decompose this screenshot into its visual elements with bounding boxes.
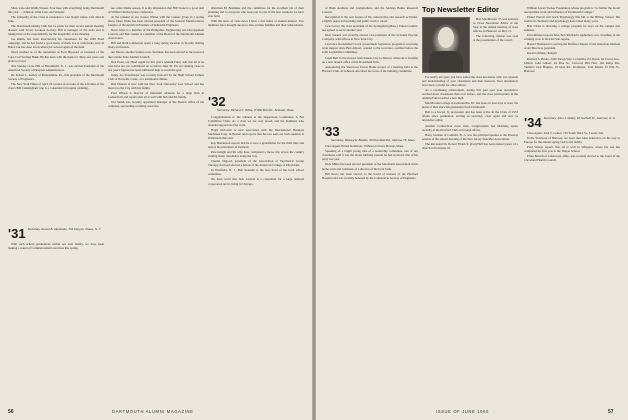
paragraph: Parker Parrell will teach Psychology this fall at the Hilltop School. His studies in chemistry and psychology have taken many years. [524, 15, 620, 24]
paragraph: With such school graduations within our own family, we have been making a round of Commencement exercises this spring. [8, 241, 104, 250]
left-column-2 [108, 6, 204, 402]
paragraph: Louis Bell Jr. has moved from Kansas City to Denver, where he is heading up a new branch office of his investment firm. [322, 55, 418, 64]
paragraph: Dick Stearns was recently elected vice-president of the Sylvania Electric Company, with offices in New York City. [322, 33, 418, 42]
paragraph: Charlie Osgood, president of the Association of Psychiatric Group Therapy, has been elected a fellow of the American College of Physicians. [208, 159, 304, 168]
paragraph: Harry Glennie of Canfield, N. J., was the principal speaker at the Tuesday session of the annual meeting of the New Jersey State Bar Association. [422, 132, 518, 141]
paragraph: One Sunday Crass Hill of Bloomfield, N. J., was elected President of the American Society of Hospital Administrators. [8, 63, 104, 72]
paragraph: At the reunion of our classes Winter with the Cannes group in a spring show, Dean Waite has been elected president of the General Manufacturers Chapter of the American Institute of Industrial Engineers. [108, 15, 204, 28]
paragraph: Congratulations to the winners at the Inspections Committee: A Bar Committee Chair. As a class we are very proud, and the members who attended appreciated the work. [208, 114, 304, 127]
class-year-heading: '31 [8, 225, 26, 241]
paragraph: For nearly ten years you have edited the class newsletter with wit, wisdom and understanding of your classmates and their interests. Your newsletters have been a model for other editors. [422, 75, 518, 88]
paragraph: Bill Rowe has been elected to the board of trustees of the Hartford Hospital and was recently honored by the Connecticut Society of Engineers. [322, 171, 418, 180]
class-secretary-line: Secretary, John J. Ridley, 16 Norfield St., Hanover, N. H. [543, 115, 616, 120]
class-header-31 [8, 227, 104, 240]
class-year-heading: '34 [524, 114, 542, 130]
paragraph: Unconfirmed reports have Bob Prichard's sophomore son, Jonathan, in the winning crew at the Dad Vail regatta. [524, 33, 620, 42]
right-page [316, 0, 628, 420]
paragraph: The New York Times of April 20 carried an account of the activities of the class's Bill Cunningham who is a consultant in hospital planning. [8, 81, 104, 90]
paragraph: MacMorran College in Jacksonville, Ill., has been, in four days at least, the home of Bob since his graduation from Dartmouth. [422, 101, 518, 110]
paragraph: Class Agent, John T. Comer, 730 South Third St., Laurel, Del. [527, 130, 604, 135]
paragraph: Word reached us of the retirement of Fred Hayward as treasurer of the Cape Cod Savings Bank. He has been with the bank for thirty-one years and plans to travel. [8, 50, 104, 63]
paragraph: chairman Ed Brummer and the committee for the excellent job of their planning and to everyone who took part in one of the best reunions we have ever held. [208, 6, 304, 19]
paragraph: Jack Lowry, the class president of the Springfield (Mass.) Union Council, has agreed to serve another year. [322, 24, 418, 33]
paragraph: Ted Smith was recently appointed manager of the Boston office of his company, succeeding a retiring associate. [108, 99, 204, 109]
paragraph: Joe Ruhm, has been interviewing his classmates for the 1926 Fund campaign, and he has found a good many of them. Joe is a hardware store in Baird, but has done an excellent job as head agent of the fund. [8, 37, 104, 50]
paragraph: Art Morse, another former town chairman, has been elected to the board of the Granite State Alumni Council. [108, 50, 204, 59]
page-footer: ISSUE OF JUNE 1960 [436, 409, 489, 414]
class-year-heading: '33 [322, 123, 340, 139]
paragraph: As a continuing achievement, during this past year your newsletters reached more classmates than ever before, and the class participation in the Alumni Fund reached a new high. [422, 88, 518, 101]
paragraph: Ray Henderson reports that he is now a grandfather for the third time and enjoys his retirement in Vermont. [208, 141, 304, 150]
paragraph: Dr. Robert L. Kelley of Philadelphia, Pa., this president of the Dartmouth Society of Engineers. [8, 72, 104, 81]
page-footer: DARTMOUTH ALUMNI MAGAZINE [112, 409, 194, 414]
right-column-1 [322, 6, 418, 402]
page-number: 57 [608, 409, 614, 415]
paragraph: of Bank Auditors and Comptrollers, and the Savings Banks Research Council. [322, 6, 418, 15]
paragraph: In Westfield, N. J., Bob Poundal is the new head of the local school committee. [208, 168, 304, 177]
class-year-heading: '32 [208, 94, 226, 110]
paragraph: Richard S. Burke, 2430 Tartan Way, Columbia; Ed Dolan, 64 Forest Ave., Milton; John Gilbert, 43 Pine St., Concord; Bill Hart, 102 Ridge Rd., Summit; Jack Hughes, 18 Glen Rd., Rochester; Tom Marsh, 55 Elm St., Hanover. [524, 56, 620, 73]
paragraph: out come Dashe season. It is my impression that Bill Stone is a good deal of Wilbur's Retired press conference. [108, 6, 204, 15]
feature-title: Top Newsletter Editor [422, 6, 499, 14]
portrait-suit [429, 51, 463, 72]
class-secretary-line: Secretary, Ernest B. Alexander, 734 Kenyon, Ithaca, N. Y. [27, 226, 101, 231]
paragraph: Recent address changes: [527, 51, 558, 56]
paragraph: The sympathy of the Class is extended to Carl Ralph whose wife died in June. [8, 15, 104, 24]
paragraph: Fred Wilson reports that all is well in Wheaton, where his son has completed his first year at the Thayer School. [524, 144, 620, 153]
paragraph: The following citation was read at the presentation of the award: [473, 34, 518, 43]
paragraph: Recognition is the new feature of his conservative and research activities, a highly respected teaching and public service career. [322, 15, 418, 24]
portrait-photo [422, 17, 470, 73]
paragraph: Class Agent, Ernest Robinson, 79 Beacon Street, Boston, Mass. [325, 144, 404, 149]
right-column-2 [422, 6, 518, 402]
paragraph: Dean Jones is a member of the Hampshire Engineering and Development Council, and Bob Gaines is a member of the Board of the Dartmouth Alumni Association. [108, 28, 204, 41]
paragraph: William Jewett Tucker Foundation whose program is "to further the moral and spiritual work and influence of Dartmouth College." [524, 6, 620, 15]
paragraph: With the news of class news I have a few items of alumni interest. Two members have brought me up to date on their families and their whereabouts. [208, 19, 304, 28]
paragraph: Speaking of a bright young idea of a leadership committee, one of our classmates said it was the nicest birthday present he had received: that of his party last year. [322, 149, 418, 162]
paragraph: Hugh McLaren is now associated with the International Business Machines Corp. in Boston and reports that his two sons are both students at Dartmouth this year. [208, 127, 304, 141]
class-header-34 [524, 116, 620, 129]
paragraph: Don Prout, our Head Agent for this year's Alumni Fund, asks that all of us who have not yet contributed do so before June 30. We are running close to last year's figures but need additional help to reach the goal. [108, 59, 204, 72]
class-secretary-line: Secretary, Wesley H. Beattie, 90 Moorfield Rd., Melrose 76, Mass. [331, 137, 416, 142]
left-page [0, 0, 312, 420]
paragraph: In the Yearbook of Hanover, we learn that Anse Gartrell is on his way to Europe for the annual spring visit to his family. [524, 135, 620, 144]
paragraph: Announcing the Sherwood Forest Home project at a meeting held at the Harvard Club, Al Johnson described the work of the building committee. [322, 64, 418, 73]
paragraph: The Reverend Dr. Robert Tilden Y. (Ted) Hall has been named pastor of a church in Evanston, Ill. [422, 141, 518, 150]
paragraph: Fred Wilson is director of industrial relations for a large firm in Connecticut and reports that all is well with him and his family. [108, 90, 204, 99]
paragraph: Bob is a lawyer by profession and has been active in the Class of 1933 affairs since graduation, serving as secretary, class agent and now as newsletter editor. [422, 110, 518, 123]
paragraph: Judge Joe Stoneberger was recently honored by the High School Fathers Club of Norwalk, Conn., at a testimonial dinner. [108, 72, 204, 81]
paragraph: Bob MacMorran '33 was selected as Class Newsletter Editor of the Year at the annual meeting of class officers in Hanover on May 15. [473, 17, 518, 34]
right-column-3 [524, 6, 620, 402]
paragraph: We have word that Jack Lawton is a consultant for a large national corporation and is living in Chicago. [208, 177, 304, 186]
left-column-1 [8, 6, 104, 402]
portrait-face [438, 27, 454, 48]
class-secretary-line: Secretary, Richard K. White, 8 Wild Bull Rd., Scituate, Mass. [217, 108, 295, 113]
paragraph: Ernie Baruch of Lakewood, Ohio, was recently elected to the board of the Cleveland Health Council. [524, 153, 620, 162]
page-number: 56 [8, 409, 14, 415]
paragraph: Lawrence Rockefeller's local government legislative program is receiving wide support since Bob Allport, counsel to the Governor, testified before the Joint Legislative Committee. [322, 42, 418, 55]
paragraph: Pete Knight and his wife have completed a motor trip across the country visiting many classmates along the way. [208, 150, 304, 159]
paragraph: Harold Thompson is serving the Buffalo Chapter of the American Institute of Architects as president. [524, 42, 620, 51]
paragraph: Bill and Ruth Lamberton spent a long spring vacation in Florida visiting many old friends. [108, 41, 204, 50]
paragraph: Bob Chase is directing a college program for boys on the campus this summer. [524, 24, 620, 33]
paragraph: The Dartmouth Outing Club has its plans for their recent annual meeting dressed with Travis Lookout Society. Bill is manager of the units and is taking most of the responsibility for the hospitality at the meeting. [8, 24, 104, 37]
left-column-3 [208, 6, 304, 402]
paragraph: Shaw Cole and Wallis Wasser. Four here with everything being Dartmouth this year — Johnson, Alfie Cole, and Wassler. [8, 6, 104, 15]
paragraph: Bob Hanson is now with the New York University Law School and has moved to the City with his family. [108, 81, 204, 90]
paragraph: Dick Miller has been elected president of the Merchants Association in his home town and continues as a director of the local bank. [322, 162, 418, 171]
paragraph: Another Connecticut news item, Congressman Ted Manning spoke recently at the Hartford Club on foreign affairs. [422, 123, 518, 132]
